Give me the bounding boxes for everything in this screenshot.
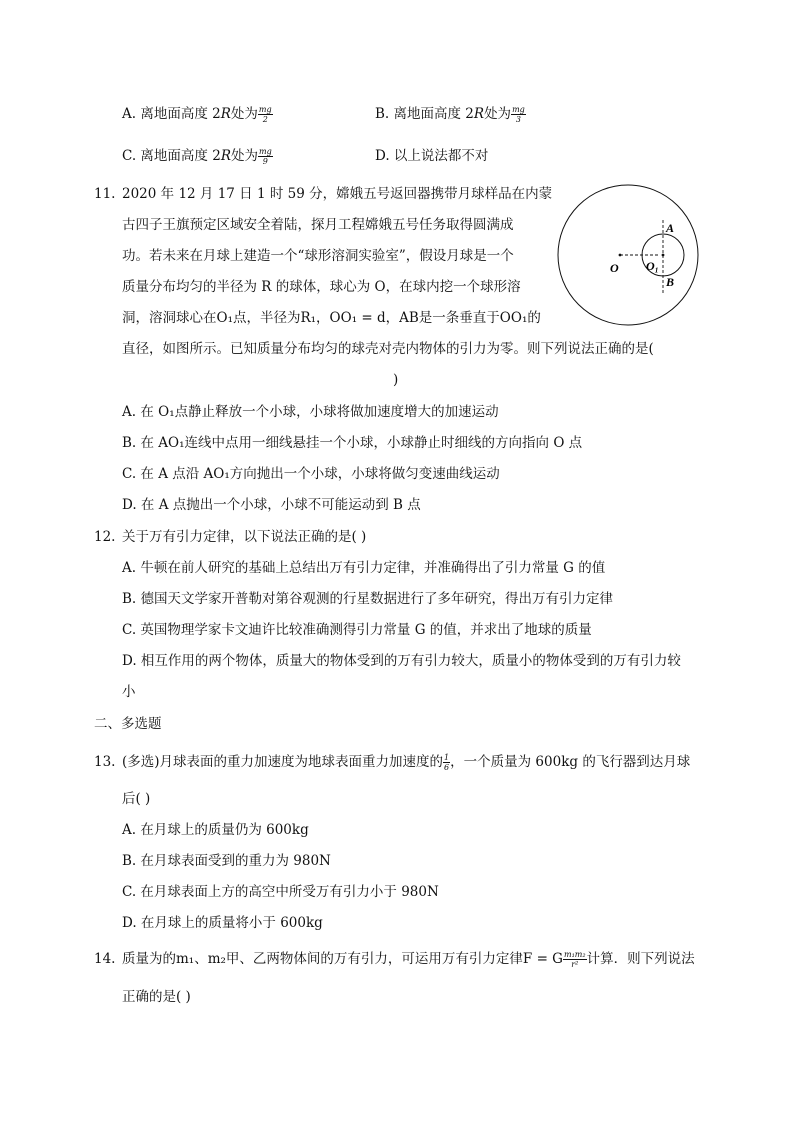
q11-stem-paren: ) (393, 372, 399, 388)
q13-option-c: C. 在月球表面上方的高空中所受万有引力小于 980N (122, 884, 439, 900)
question-number: 12. (94, 529, 116, 545)
q14-stem: 质量为的m₁、m₂甲、乙两物体间的万有引力，可运用万有引力定律F = G $\frac{\text{m₁m₂}}{\text{r²}}$ 计算．则下列说法 (122, 950, 695, 969)
fraction: $\frac{mg}{3}$ (512, 105, 525, 124)
q11-option-a: A. 在 O₁点静止释放一个小球，小球将做加速度增大的加速运动 (122, 404, 499, 420)
center-o1-dot (662, 254, 665, 257)
q13-option-d: D. 在月球上的质量将小于 600kg (122, 915, 323, 931)
fraction: $\frac{mg}{2}$ (258, 105, 272, 124)
q12-option-c: C. 英国物理学家卡文迪许比较准确测得引力常量 G 的值，并求出了地球的质量 (122, 622, 592, 638)
q11-option-d: D. 在 A 点抛出一个小球，小球不可能运动到 B 点 (122, 497, 421, 513)
q10-option-a: A. 离地面高度 2R处为 $\frac{mg}{2}$ (122, 105, 272, 124)
q11-figure (553, 180, 703, 330)
q11-option-b: B. 在 AO₁连线中点用一细线悬挂一个小球，小球静止时细线的方向指向 O 点 (122, 435, 583, 451)
section-heading: 二、多选题 (94, 716, 162, 732)
q11-stem-line: 功。若未来在月球上建造一个“球形溶洞实验室”，假设月球是一个 (122, 248, 514, 264)
q12-option-b: B. 德国天文学家开普勒对第谷观测的行星数据进行了多年研究，得出万有引力定律 (122, 591, 614, 607)
fraction: $\frac{mg}{9}$ (258, 147, 272, 166)
label-b: B (666, 275, 675, 289)
q11-stem-line: 洞，溶洞球心在O₁点，半径为R₁，OO₁ = d，AB是一条垂直于OO₁的 (122, 310, 541, 326)
q11-stem-line: 古四子王旗预定区域安全着陆，探月工程嫦娥五号任务取得圆满成 (122, 217, 514, 233)
q10-option-c: C. 离地面高度 2R处为 $\frac{mg}{9}$ (122, 147, 272, 166)
label-a: A (666, 221, 675, 235)
q11-option-c: C. 在 A 点沿 AO₁方向抛出一个小球，小球将做匀变速曲线运动 (122, 466, 500, 482)
q10-option-d: D. 以上说法都不对 (375, 148, 489, 164)
q13-option-a: A. 在月球上的质量仍为 600kg (122, 822, 309, 838)
q11-stem-line: 直径，如图所示。已知质量分布均匀的球壳对壳内物体的引力为零。则下列说法正确的是( (122, 341, 654, 357)
fraction: $\frac{1}{6}$ (444, 753, 450, 772)
q12-option-d: D. 相互作用的两个物体，质量大的物体受到的万有引力较大，质量小的物体受到的万有引力较 (122, 653, 681, 669)
q11-stem-line: 质量分布均匀的半径为 R 的球体，球心为 O，在球内挖一个球形溶 (122, 279, 521, 295)
q11-stem-line: 2020 年 12 月 17 日 1 时 59 分，嫦娥五号返回器携带月球样品在内蒙 (122, 186, 553, 202)
question-number: 13. (94, 754, 116, 770)
q14-stem-cont: 正确的是( ) (122, 989, 191, 1005)
q10-option-b: B. 离地面高度 2R处为 $\frac{mg}{3}$ (375, 105, 525, 124)
fraction: $\frac{\text{m₁m₂}}{\text{r²}}$ (563, 950, 586, 969)
q13-stem-cont: 后( ) (122, 791, 151, 807)
q12-stem: 关于万有引力定律，以下说法正确的是( ) (122, 529, 367, 545)
center-o-dot (619, 254, 622, 257)
label-o: O (610, 261, 619, 275)
q12-option-d-cont: 小 (122, 684, 136, 700)
q13-stem: (多选)月球表面的重力加速度为地球表面重力加速度的 $\frac{1}{6}$ ，一个质量为 600kg 的飞行器到达月球 (122, 753, 691, 772)
question-number: 11. (94, 186, 116, 202)
label-o1: O₁ (646, 259, 659, 273)
question-number: 14. (94, 951, 116, 967)
q13-option-b: B. 在月球表面受到的重力为 980N (122, 853, 331, 869)
q12-option-a: A. 牛顿在前人研究的基础上总结出万有引力定律，并准确得出了引力常量 G 的值 (122, 560, 606, 576)
